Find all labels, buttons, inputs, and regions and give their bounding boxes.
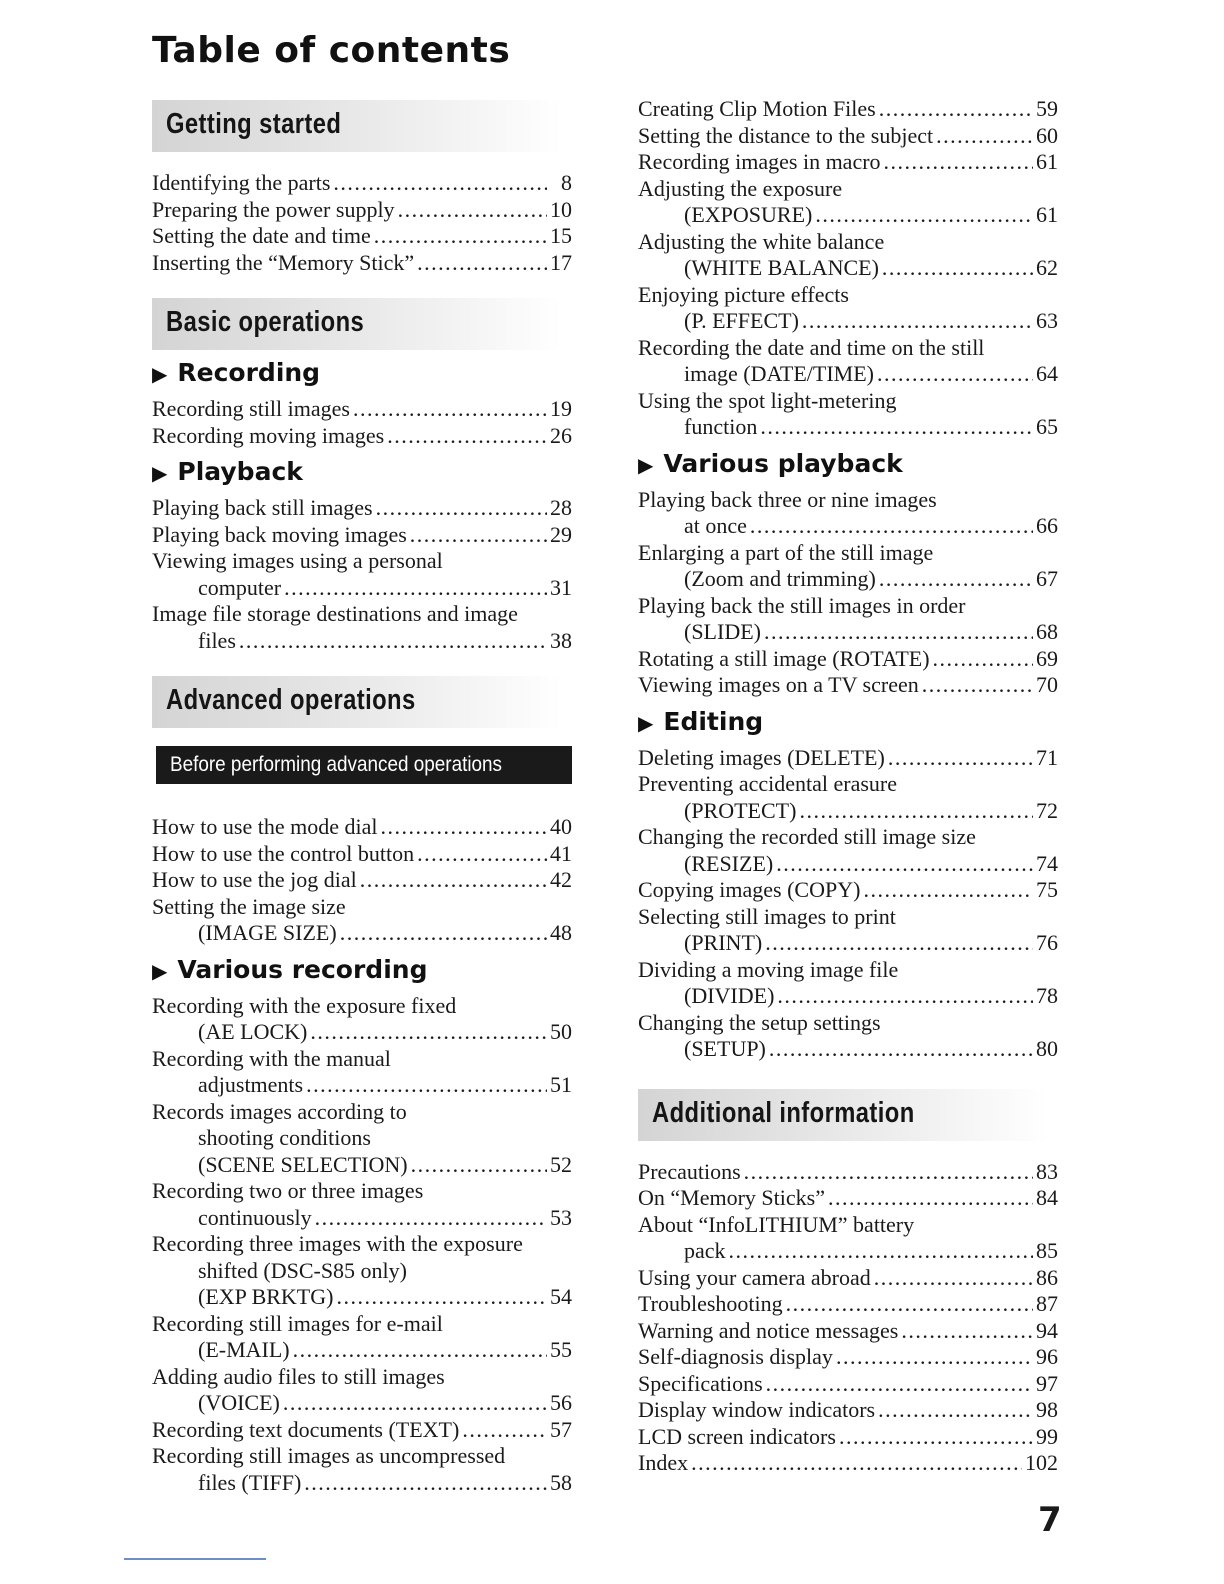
toc-entry-page: 61 xyxy=(1036,202,1058,227)
dot-leader xyxy=(777,983,1033,1010)
toc-entry-text: (AE LOCK) xyxy=(198,1019,308,1044)
toc-entry-text: Adjusting the white balance xyxy=(638,228,885,254)
toc-entry-page: 54 xyxy=(550,1284,572,1309)
subsection-title: Various playback xyxy=(663,448,903,478)
toc-entry-text: Playing back moving images xyxy=(152,521,407,547)
toc-entry[interactable] xyxy=(638,1450,1058,1477)
toc-entry-page: 76 xyxy=(1036,930,1058,955)
toc-entry-text: Recording moving images xyxy=(152,422,385,448)
toc-entry-page: 84 xyxy=(1036,1185,1058,1210)
toc-entry-text: LCD screen indicators xyxy=(638,1423,836,1449)
dot-leader xyxy=(306,1072,547,1099)
subsection-various-recording xyxy=(152,953,572,987)
dot-leader xyxy=(874,1265,1033,1292)
toc-entry-text: Rotating a still image (ROTATE) xyxy=(638,645,930,671)
toc-entry-page: 78 xyxy=(1036,983,1058,1008)
toc-entry[interactable] xyxy=(638,904,1058,957)
toc-entry-page: 98 xyxy=(1036,1397,1058,1422)
toc-entry-text: computer xyxy=(198,574,282,600)
section-banner-advanced-operations xyxy=(152,676,562,728)
triangle-right-icon: ▶ xyxy=(152,362,168,386)
toc-entry[interactable] xyxy=(638,1265,1058,1292)
toc-entry-text: Precautions xyxy=(638,1158,741,1184)
toc-entry-text: Adding audio files to still images xyxy=(152,1363,445,1389)
right-column xyxy=(638,96,1058,1477)
dot-leader xyxy=(839,1424,1033,1451)
toc-entry[interactable] xyxy=(638,1397,1058,1424)
dot-leader xyxy=(766,1371,1033,1398)
toc-entry-text: Recording still images xyxy=(152,396,350,421)
toc-entry-text: Setting the image size xyxy=(152,893,346,919)
toc-entry[interactable] xyxy=(638,487,1058,540)
toc-entry[interactable] xyxy=(152,522,572,549)
toc-entry[interactable] xyxy=(152,601,572,654)
toc-entry-text: shooting conditions xyxy=(198,1125,371,1150)
toc-entry-page: 83 xyxy=(1036,1158,1058,1184)
toc-entry[interactable] xyxy=(152,250,572,277)
toc-entry[interactable] xyxy=(638,771,1058,824)
dot-leader xyxy=(933,646,1033,673)
dot-leader xyxy=(462,1417,547,1444)
toc-entry[interactable] xyxy=(152,1231,572,1311)
dot-leader xyxy=(360,867,547,894)
toc-entry-text: (RESIZE) xyxy=(684,850,774,876)
toc-entry-page: 94 xyxy=(1036,1317,1058,1343)
toc-entry-text: image (DATE/TIME) xyxy=(684,361,874,386)
toc-entry-text: (EXP BRKTG) xyxy=(198,1284,334,1309)
toc-entry-page: 57 xyxy=(550,1416,572,1442)
subsection-recording xyxy=(152,356,572,390)
toc-entry-page: 86 xyxy=(1036,1264,1058,1290)
toc-list-advanced xyxy=(152,814,572,947)
toc-entry-text: Recording still images for e-mail xyxy=(152,1310,443,1336)
toc-entry[interactable] xyxy=(638,1185,1058,1212)
dot-leader xyxy=(304,1470,547,1497)
toc-entry[interactable] xyxy=(152,1417,572,1444)
dot-leader xyxy=(333,170,547,197)
toc-entry[interactable] xyxy=(638,745,1058,772)
toc-entry[interactable] xyxy=(152,423,572,450)
toc-entry[interactable] xyxy=(152,223,572,250)
toc-entry-page: 65 xyxy=(1036,414,1058,439)
toc-entry[interactable] xyxy=(152,197,572,224)
dot-leader xyxy=(786,1291,1033,1318)
toc-entry-text: Selecting still images to print xyxy=(638,903,896,929)
toc-entry-text: (IMAGE SIZE) xyxy=(198,920,337,945)
dot-leader xyxy=(239,628,547,655)
dot-leader xyxy=(293,1337,547,1364)
toc-entry-page: 96 xyxy=(1036,1344,1058,1369)
dot-leader xyxy=(376,495,547,522)
before-advanced-bar xyxy=(156,746,572,784)
toc-entry-text: How to use the mode dial xyxy=(152,814,378,839)
toc-entry-page: 66 xyxy=(1036,513,1058,538)
dot-leader xyxy=(882,255,1033,282)
toc-entry-page: 31 xyxy=(550,574,572,600)
dot-leader xyxy=(729,1238,1033,1265)
toc-entry[interactable] xyxy=(638,149,1058,176)
toc-entry-page: 28 xyxy=(550,495,572,520)
toc-entry-text: How to use the control button xyxy=(152,840,415,866)
toc-entry[interactable] xyxy=(638,96,1058,123)
dot-leader xyxy=(901,1318,1033,1345)
subsection-playback xyxy=(152,455,572,489)
toc-entry[interactable] xyxy=(638,1424,1058,1451)
toc-entry[interactable] xyxy=(152,1046,572,1099)
toc-entry-text: (DIVIDE) xyxy=(684,983,775,1008)
toc-entry-page: 62 xyxy=(1036,255,1058,280)
toc-entry-text: (EXPOSURE) xyxy=(684,202,813,227)
dot-leader xyxy=(878,1397,1033,1424)
toc-entry-text: continuously xyxy=(198,1204,312,1230)
toc-entry-text: Viewing images using a personal xyxy=(152,548,443,573)
toc-entry-text: Preventing accidental erasure xyxy=(638,771,897,796)
toc-entry-page: 26 xyxy=(550,422,572,448)
dot-leader xyxy=(750,513,1033,540)
dot-leader xyxy=(828,1185,1033,1212)
toc-entry-text: Deleting images (DELETE) xyxy=(638,744,885,770)
before-advanced-label: Before performing advanced operations xyxy=(170,753,503,776)
dot-leader xyxy=(283,1390,547,1417)
toc-entry-text: Specifications xyxy=(638,1370,763,1396)
toc-entry-text: Recording text documents (TEXT) xyxy=(152,1416,460,1442)
toc-entry[interactable] xyxy=(638,176,1058,229)
toc-entry-text: Enjoying picture effects xyxy=(638,281,849,307)
dot-leader xyxy=(815,202,1033,229)
toc-entry-page: 102 xyxy=(1025,1450,1058,1475)
toc-entry-page: 72 xyxy=(1036,797,1058,823)
section-heading: Advanced operations xyxy=(166,684,416,716)
section-heading: Basic operations xyxy=(166,306,365,338)
dot-leader xyxy=(387,423,547,450)
toc-entry-text: (PRINT) xyxy=(684,930,763,955)
toc-entry-text: (SETUP) xyxy=(684,1036,766,1061)
toc-entry-page: 75 xyxy=(1036,877,1058,902)
triangle-right-icon: ▶ xyxy=(152,461,168,485)
section-banner-getting-started xyxy=(152,100,562,152)
toc-entry-text: (Zoom and trimming) xyxy=(684,566,876,591)
toc-entry-page: 8 xyxy=(561,170,572,195)
toc-entry-text: Changing the recorded still image size xyxy=(638,824,976,849)
toc-entry-page: 97 xyxy=(1036,1370,1058,1396)
toc-entry-page: 48 xyxy=(550,920,572,945)
toc-entry-text: Setting the distance to the subject xyxy=(638,122,934,148)
dot-leader xyxy=(310,1019,547,1046)
toc-entry-page: 42 xyxy=(550,867,572,892)
dot-leader xyxy=(744,1159,1033,1186)
toc-entry[interactable] xyxy=(638,335,1058,388)
toc-entry[interactable] xyxy=(152,867,572,894)
toc-entry[interactable] xyxy=(638,824,1058,877)
toc-entry-text: Playing back the still images in order xyxy=(638,592,966,618)
toc-entry-text: Changing the setup settings xyxy=(638,1009,881,1035)
toc-entry-text: Creating Clip Motion Files xyxy=(638,96,876,121)
dot-leader xyxy=(374,223,547,250)
toc-entry-page: 67 xyxy=(1036,566,1058,591)
toc-entry-text: Records images according to xyxy=(152,1098,407,1124)
toc-entry-page: 71 xyxy=(1036,744,1058,770)
dot-leader xyxy=(879,96,1033,123)
toc-entry[interactable] xyxy=(152,1364,572,1417)
dot-leader xyxy=(315,1205,547,1232)
toc-entry-text: Image file storage destinations and image xyxy=(152,601,518,626)
toc-entry-text: (PROTECT) xyxy=(684,797,797,823)
subsection-title: Editing xyxy=(663,706,764,736)
toc-entry-page: 87 xyxy=(1036,1291,1058,1316)
toc-entry-text: Recording two or three images xyxy=(152,1178,424,1203)
toc-entry-text: function xyxy=(684,414,758,439)
toc-entry-page: 52 xyxy=(550,1151,572,1177)
dot-leader xyxy=(922,672,1033,699)
page-number: 7 xyxy=(1038,1500,1062,1540)
toc-entry-text: Preparing the power supply xyxy=(152,196,395,222)
dot-leader xyxy=(417,250,547,277)
toc-entry-text: Using your camera abroad xyxy=(638,1264,871,1290)
toc-entry-page: 29 xyxy=(550,521,572,547)
toc-entry-page: 40 xyxy=(550,814,572,839)
toc-entry[interactable] xyxy=(152,396,572,423)
toc-entry[interactable] xyxy=(638,229,1058,282)
dot-leader xyxy=(411,1152,547,1179)
toc-entry-page: 51 xyxy=(550,1072,572,1097)
dot-leader xyxy=(410,522,547,549)
toc-entry-text: Recording with the exposure fixed xyxy=(152,992,457,1018)
toc-entry-text: (WHITE BALANCE) xyxy=(684,255,879,280)
toc-entry[interactable] xyxy=(152,1099,572,1179)
toc-entry-page: 80 xyxy=(1036,1036,1058,1061)
toc-entry[interactable] xyxy=(152,894,572,947)
toc-entry-text: Setting the date and time xyxy=(152,223,371,248)
toc-entry-page: 85 xyxy=(1036,1238,1058,1263)
triangle-right-icon: ▶ xyxy=(638,452,654,477)
toc-entry-page: 19 xyxy=(550,396,572,421)
toc-entry-text: Recording images in macro xyxy=(638,149,881,174)
dot-leader xyxy=(836,1344,1033,1371)
toc-entry-text: at once xyxy=(684,513,747,538)
toc-entry[interactable] xyxy=(638,1291,1058,1318)
toc-entry[interactable] xyxy=(638,540,1058,593)
toc-entry-text: Playing back still images xyxy=(152,495,373,520)
toc-entry[interactable] xyxy=(152,814,572,841)
toc-entry[interactable] xyxy=(638,1159,1058,1186)
dot-leader xyxy=(802,308,1033,335)
dot-leader xyxy=(765,930,1033,957)
dot-leader xyxy=(336,1284,547,1311)
toc-entry-page: 55 xyxy=(550,1337,572,1362)
toc-entry-text: Display window indicators xyxy=(638,1397,876,1422)
toc-list-getting-started xyxy=(152,170,572,276)
toc-list-additional xyxy=(638,1159,1058,1477)
toc-entry-page: 68 xyxy=(1036,619,1058,644)
section-heading: Getting started xyxy=(166,108,342,140)
toc-entry-text: Dividing a moving image file xyxy=(638,956,899,982)
toc-entry-text: Enlarging a part of the still image xyxy=(638,539,934,565)
toc-entry[interactable] xyxy=(638,1371,1058,1398)
toc-entry-page: 59 xyxy=(1036,96,1058,121)
toc-entry[interactable] xyxy=(152,841,572,868)
toc-entry-page: 10 xyxy=(550,196,572,222)
toc-entry[interactable] xyxy=(152,170,572,197)
dot-leader xyxy=(691,1450,1022,1477)
toc-entry-page: 50 xyxy=(550,1019,572,1044)
toc-entry-page: 74 xyxy=(1036,850,1058,876)
subsection-editing xyxy=(638,705,1058,739)
toc-entry-page: 53 xyxy=(550,1204,572,1230)
toc-entry-text: Identifying the parts xyxy=(152,170,331,195)
toc-entry-text: shifted (DSC-S85 only) xyxy=(198,1257,407,1283)
toc-entry-page: 56 xyxy=(550,1390,572,1415)
dot-leader xyxy=(879,566,1033,593)
toc-entry[interactable] xyxy=(638,1010,1058,1063)
dot-leader xyxy=(417,841,547,868)
subsection-various-playback xyxy=(638,447,1058,481)
toc-entry[interactable] xyxy=(638,1318,1058,1345)
page-title: Table of contents xyxy=(152,30,511,71)
dot-leader xyxy=(936,123,1033,150)
toc-entry-text: On “Memory Sticks” xyxy=(638,1185,825,1210)
toc-entry-page: 63 xyxy=(1036,308,1058,333)
toc-entry-text: Recording the date and time on the still xyxy=(638,334,985,360)
toc-entry[interactable] xyxy=(638,593,1058,646)
toc-entry[interactable] xyxy=(638,957,1058,1010)
toc-entry[interactable] xyxy=(152,993,572,1046)
dot-leader xyxy=(877,361,1033,388)
toc-entry-text: files (TIFF) xyxy=(198,1469,302,1495)
dot-leader xyxy=(764,619,1033,646)
toc-entry-text: (SCENE SELECTION) xyxy=(198,1151,408,1177)
toc-entry-text: Using the spot light-metering xyxy=(638,387,897,413)
toc-entry-page: 99 xyxy=(1036,1423,1058,1449)
toc-entry[interactable] xyxy=(152,1311,572,1364)
toc-entry-text: (VOICE) xyxy=(198,1390,280,1415)
toc-entry[interactable] xyxy=(638,1344,1058,1371)
toc-entry[interactable] xyxy=(152,495,572,522)
toc-entry-text: Recording with the manual xyxy=(152,1045,391,1071)
dot-leader xyxy=(353,396,547,423)
subsection-title: Various recording xyxy=(177,954,428,984)
toc-entry-page: 60 xyxy=(1036,122,1058,148)
subsection-title: Playback xyxy=(177,457,303,486)
toc-entry-text: Recording still images as uncompressed xyxy=(152,1443,506,1468)
toc-entry[interactable] xyxy=(638,877,1058,904)
toc-entry-text: Inserting the “Memory Stick” xyxy=(152,249,415,275)
dot-leader xyxy=(769,1036,1033,1063)
dot-leader xyxy=(398,197,547,224)
dot-leader xyxy=(380,814,547,841)
toc-entry-page: 61 xyxy=(1036,149,1058,174)
toc-entry[interactable] xyxy=(638,123,1058,150)
toc-entry-page: 15 xyxy=(550,223,572,248)
toc-entry-page: 64 xyxy=(1036,361,1058,386)
toc-entry[interactable] xyxy=(152,548,572,601)
toc-entry[interactable] xyxy=(638,646,1058,673)
toc-entry-text: files xyxy=(198,627,236,653)
toc-entry-text: How to use the jog dial xyxy=(152,867,357,892)
triangle-right-icon: ▶ xyxy=(638,710,654,735)
toc-entry[interactable] xyxy=(152,1443,572,1496)
toc-entry-text: Copying images (COPY) xyxy=(638,877,861,902)
toc-entry-text: Index xyxy=(638,1450,689,1475)
toc-entry-text: Recording three images with the exposure xyxy=(152,1231,523,1256)
toc-entry-text: About “InfoLITHIUM” battery xyxy=(638,1211,915,1237)
dot-leader xyxy=(888,745,1033,772)
toc-entry[interactable] xyxy=(152,1178,572,1231)
toc-list-various-recording xyxy=(152,993,572,1497)
toc-list-editing xyxy=(638,745,1058,1063)
toc-entry-text: Self-diagnosis display xyxy=(638,1344,833,1369)
toc-entry-text: pack xyxy=(684,1238,726,1263)
dot-leader xyxy=(799,798,1033,825)
toc-entry[interactable] xyxy=(638,1212,1058,1265)
toc-entry-text: adjustments xyxy=(198,1072,304,1097)
toc-entry-text: Troubleshooting xyxy=(638,1291,783,1316)
toc-entry-text: Adjusting the exposure xyxy=(638,175,843,201)
footer-rule xyxy=(124,1558,266,1560)
section-banner-additional-information xyxy=(638,1089,1048,1141)
left-column xyxy=(152,100,572,1496)
dot-leader xyxy=(863,877,1033,904)
toc-entry-page: 38 xyxy=(550,627,572,653)
toc-entry-text: Viewing images on a TV screen xyxy=(638,672,919,697)
toc-entry-text: (E-MAIL) xyxy=(198,1337,290,1362)
triangle-right-icon: ▶ xyxy=(152,958,168,983)
toc-list-playback xyxy=(152,495,572,654)
toc-entry-page: 58 xyxy=(550,1469,572,1495)
dot-leader xyxy=(776,851,1033,878)
dot-leader xyxy=(760,414,1033,441)
toc-entry-text: Warning and notice messages xyxy=(638,1317,899,1343)
toc-entry-text: (SLIDE) xyxy=(684,619,761,644)
section-heading: Additional information xyxy=(652,1096,915,1129)
toc-entry-page: 41 xyxy=(550,840,572,866)
toc-list-various-playback xyxy=(638,487,1058,699)
toc-entry-page: 69 xyxy=(1036,645,1058,671)
toc-entry[interactable] xyxy=(638,388,1058,441)
toc-list-recording-cont xyxy=(638,96,1058,441)
subsection-title: Recording xyxy=(177,358,321,387)
toc-entry[interactable] xyxy=(638,672,1058,699)
section-banner-basic-operations xyxy=(152,298,562,350)
toc-entry-page: 70 xyxy=(1036,672,1058,697)
dot-leader xyxy=(340,920,547,947)
dot-leader xyxy=(884,149,1033,176)
toc-entry-page: 17 xyxy=(550,249,572,275)
toc-entry-text: (P. EFFECT) xyxy=(684,308,799,333)
toc-list-recording xyxy=(152,396,572,449)
dot-leader xyxy=(284,575,547,602)
toc-entry-text: Playing back three or nine images xyxy=(638,486,937,512)
toc-entry[interactable] xyxy=(638,282,1058,335)
